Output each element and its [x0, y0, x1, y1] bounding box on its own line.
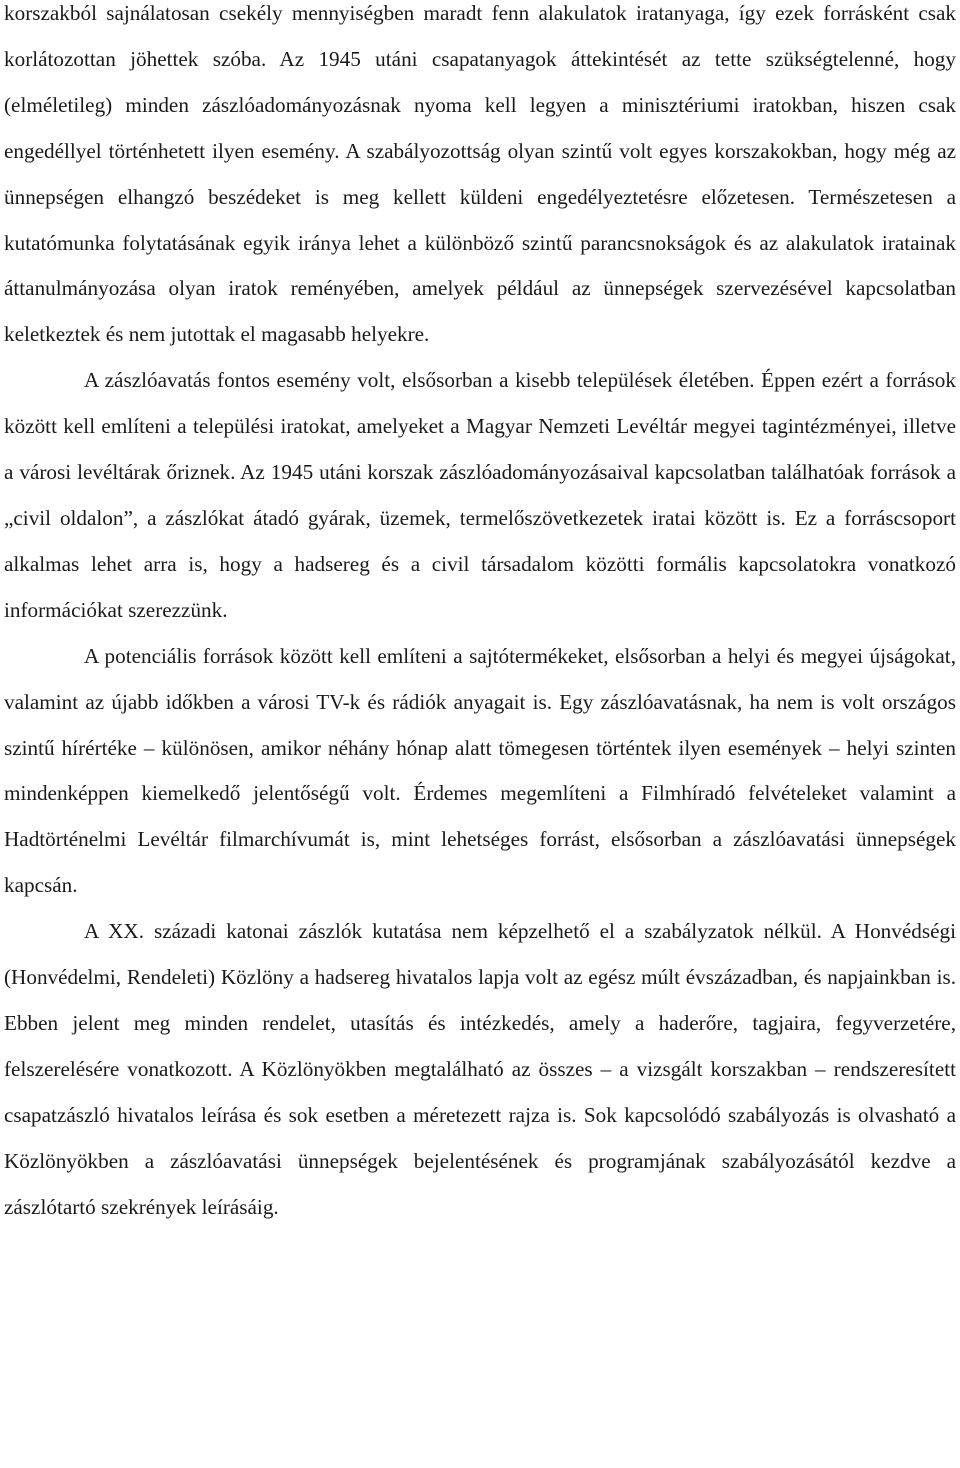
paragraph-2: A zászlóavatás fontos esemény volt, elsősorban a kisebb települések életében. Éppen ezért a források között kell említeni a települési iratokat, amelyeket a Magyar Nemzeti Levéltár megyei tagintézményei, illetve a városi levéltárak őriznek. Az 1945 utáni korszak zászlóadományozásaival kapcsolatban találhatóak források a „civil oldalon”, a zászlókat átadó gyárak, üzemek, termelőszövetkezetek iratai között is. Ez a forráscsoport alkalmas lehet arra is, hogy a hadsereg és a civil társadalom közötti formális kapcsolatokra vonatkozó információkat szerezzünk. [4, 368, 956, 622]
paragraph-3: A potenciális források között kell említeni a sajtótermékeket, elsősorban a helyi és megyei újságokat, valamint az újabb időkben a városi TV-k és rádiók anyagait is. Egy zászlóavatásnak, ha nem is volt országos szintű hírértéke – különösen, amikor néhány hónap alatt tömegesen történtek ilyen események – helyi szinten mindenképpen kiemelkedő jelentőségű volt. Érdemes megemlíteni a Filmhíradó felvételeket valamint a Hadtörténelmi Levéltár filmarchívumát is, mint lehetséges forrást, elsősorban a zászlóavatási ünnepségek kapcsán. [4, 643, 956, 898]
document-page [4, 0, 956, 1230]
paragraph-1: korszakból sajnálatosan csekély mennyiségben maradt fenn alakulatok iratanyaga, így ezek forrásként csak korlátozottan jöhettek szóba. Az 1945 utáni csapatanyagok áttekintését az tette szükségtelenné, hogy (elméletileg) minden zászlóadományozásnak nyoma kell legyen a minisztériumi iratokban, hiszen csak engedéllyel történhetett ilyen esemény. A szabályozottság olyan szintű volt egyes korszakokban, hogy még az ünnepségen elhangzó beszédeket is meg kellett küldeni engedélyeztetésre előzetesen. Természetesen a kutatómunka folytatásának egyik iránya lehet a különböző szintű parancsnokságok és az alakulatok iratainak áttanulmányozása olyan iratok reményében, amelyek például az ünnepségek szervezésével kapcsolatban keletkeztek és nem jutottak el magasabb helyekre. [4, 1, 956, 347]
paragraph-4: A XX. századi katonai zászlók kutatása nem képzelhető el a szabályzatok nélkül. A Honvédségi (Honvédelmi, Rendeleti) Közlöny a hadsereg hivatalos lapja volt az egész múlt évszázadban, és napjainkban is. Ebben jelent meg minden rendelet, utasítás és intézkedés, amely a haderőre, tagjaira, fegyverzetére, felszerelésére vonatkozott. A Közlönyökben megtalálható az összes – a vizsgált korszakban – rendszeresített csapatzászló hivatalos leírása és sok esetben a méretezett rajza is. Sok kapcsolódó szabályozás is olvasható a Közlönyökben a zászlóavatási ünnepségek bejelentésének és programjának szabályozásától kezdve a zászlótartó szekrények leírásáig. [4, 919, 956, 1219]
